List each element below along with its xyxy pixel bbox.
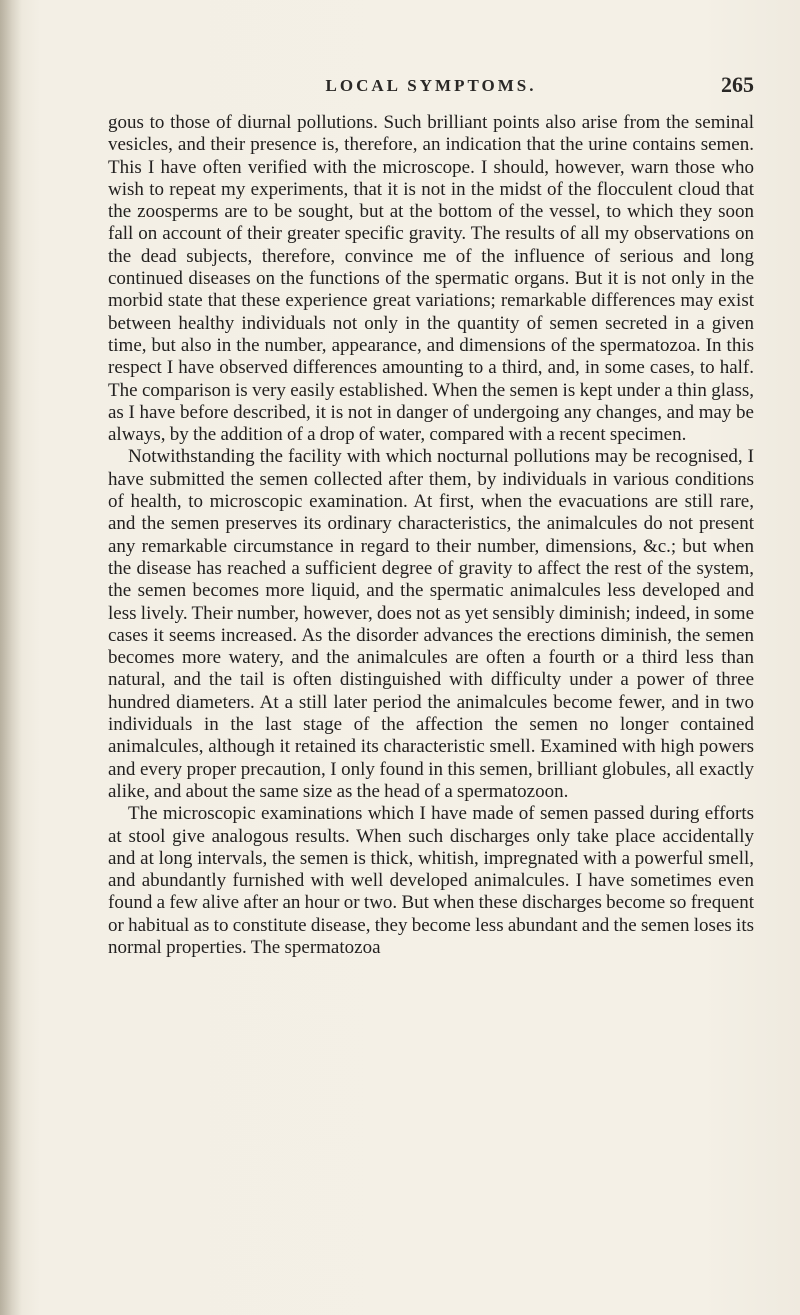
page-number: 265 bbox=[721, 72, 754, 97]
body-text bbox=[108, 112, 754, 959]
spine-shadow bbox=[0, 0, 22, 1315]
paragraph: The microscopic examinations which I have made of semen passed during efforts at stool give analogous results. When such discharges only take place accidentally and at long intervals, the semen is thick, whitish, impregnated with a powerful smell, and abundantly furnished with well developed animalcules. I have sometimes even found a few alive after an hour or two. But when these discharges become so frequent or habitual as to constitute disease, they become less abundant and the semen loses its normal properties. The spermatozoa bbox=[108, 803, 754, 958]
paragraph-continued: gous to those of diurnal pollutions. Such brilliant points also arise from the seminal vesicles, and their presence is, therefore, an indication that the urine contains semen. This I have often verified with the microscope. I should, however, warn those who wish to repeat my experiments, that it is not in the midst of the flocculent cloud that the zoosperms are to be sought, but at the bottom of the vessel, to which they soon fall on account of their greater specific gravity. The results of all my observations on the dead subjects, therefore, convince me of the influence of serious and long continued diseases on the functions of the spermatic organs. But it is not only in the morbid state that these experience great variations; remarkable differences may exist between healthy individuals not only in the quantity of semen secreted in a given time, but also in the number, appearance, and dimensions of the spermatozoa. In this respect I have observed differences amounting to a third, and, in some cases, to half. The comparison is very easily established. When the semen is kept under a thin glass, as I have before described, it is not in danger of undergoing any changes, and may be always, by the addition of a drop of water, compared with a recent specimen. bbox=[108, 112, 754, 446]
page-header bbox=[108, 72, 754, 102]
paragraph: Notwithstanding the facility with which nocturnal pollutions may be recognised, I have submitted the semen collected after them, by individuals in various conditions of health, to microscopic examination. At first, when the evacuations are still rare, and the semen preserves its ordinary characteristics, the animalcules do not present any remarkable circumstance in regard to their number, dimensions, &c.; but when the disease has reached a sufficient degree of gravity to affect the rest of the system, the semen becomes more liquid, and the spermatic animalcules less developed and less lively. Their number, however, does not as yet sensibly diminish; indeed, in some cases it seems increased. As the disorder advances the erections diminish, the semen becomes more watery, and the animalcules are often a fourth or a third less than natural, and the tail is often distinguished with difficulty under a power of three hundred diameters. At a still later period the animalcules become fewer, and in two individuals in the last stage of the affection the semen no longer contained animalcules, although it retained its characteristic smell. Examined with high powers and every proper precaution, I only found in this semen, brilliant globules, all exactly alike, and about the same size as the head of a spermatozoon. bbox=[108, 446, 754, 802]
running-head: LOCAL SYMPTOMS. bbox=[325, 76, 537, 95]
